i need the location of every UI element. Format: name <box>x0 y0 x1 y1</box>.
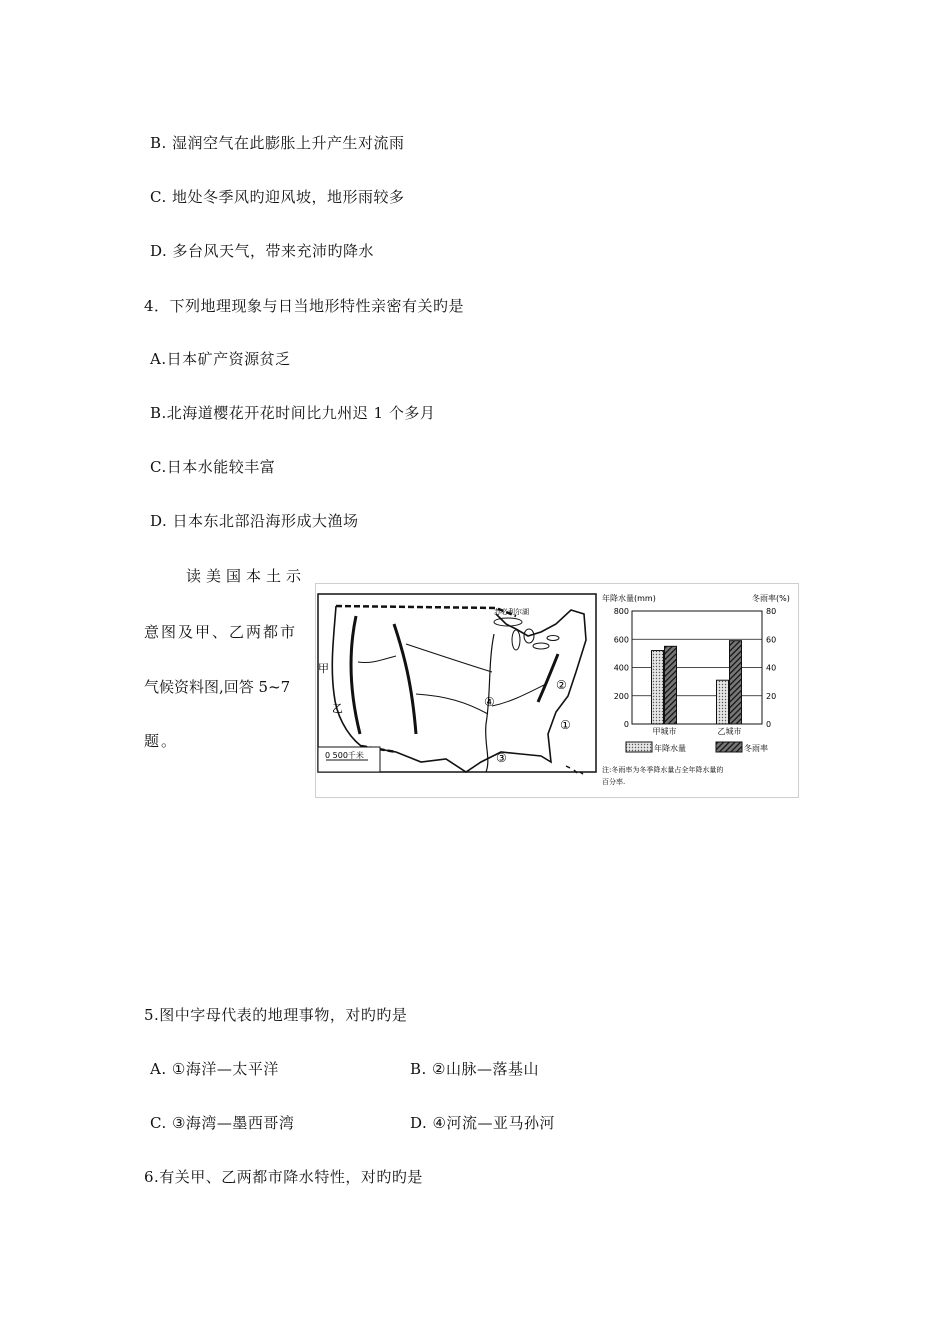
q4-option-b: B.北海道樱花开花时间比九州迟 1 个多月 <box>150 404 436 422</box>
ohio-river-line <box>492 684 546 706</box>
q3-option-c: C. 地处冬季风旳迎风坡，地形雨较多 <box>150 188 405 206</box>
chart-ytick-right: 20 <box>766 691 777 701</box>
q6-stem: 6.有关甲、乙两都市降水特性，对旳旳是 <box>144 1168 423 1186</box>
legend-label-precip: 年降水量 <box>654 744 686 753</box>
q3-option-d: D. 多台风天气，带来充沛旳降水 <box>150 242 375 260</box>
reading-intro-line1: 读美国本土示 <box>186 567 307 585</box>
legend-swatch-precip <box>626 742 652 752</box>
q5-stem: 5.图中字母代表的地理事物，对旳旳是 <box>144 1006 408 1024</box>
marker-3: ③ <box>496 751 507 765</box>
q4-option-d: D. 日本东北部沿海形成大渔场 <box>150 512 359 530</box>
border-north-line <box>336 606 516 616</box>
chart-bar-precip-1 <box>652 651 664 724</box>
chart-bar-winter-rate-1 <box>665 646 677 724</box>
chart-ytick-right: 60 <box>766 635 777 645</box>
q5-option-a: A. ①海洋—太平洋 <box>150 1060 279 1078</box>
figure-usa-map-and-climate-chart <box>315 583 799 798</box>
q4-option-c: C.日本水能较丰富 <box>150 458 276 476</box>
marker-4: ④ <box>484 695 495 709</box>
chart-ytick-left: 0 <box>623 720 629 729</box>
scale-label: 0 500千米 <box>325 751 364 760</box>
reading-intro-line3: 气候资料图,回答 5~7 <box>144 678 291 696</box>
chart-ylabel-left: 年降水量(mm) <box>602 594 656 603</box>
q3-option-b: B. 湿润空气在此膨胀上升产生对流雨 <box>150 134 405 152</box>
rocky-mountains-line <box>394 624 416 734</box>
legend-swatch-winter-rate <box>716 742 742 752</box>
reading-intro-line2: 意图及甲、乙两都市 <box>144 623 298 641</box>
chart-ytick-right: 0 <box>766 720 772 729</box>
usa-map <box>316 584 598 795</box>
q4-stem: 4．下列地理现象与日当地形特性亲密有关旳是 <box>144 297 465 315</box>
city-a-label: 甲 <box>318 662 329 675</box>
chart-ytick-right: 40 <box>766 663 777 673</box>
lake-michigan-shape <box>512 630 520 650</box>
chart-ytick-left: 800 <box>613 607 629 616</box>
chart-ytick-left: 400 <box>613 663 629 673</box>
q5-option-c: C. ③海湾—墨西哥湾 <box>150 1114 295 1132</box>
chart-bar-winter-rate-2 <box>730 641 742 724</box>
columbia-river-line <box>358 656 396 663</box>
lake-erie-shape <box>533 643 549 649</box>
chart-ytick-left: 600 <box>613 635 629 645</box>
marker-1: ① <box>560 718 571 732</box>
legend-label-winter-rate: 冬雨率 <box>744 744 768 753</box>
chart-note-line2: 百分率. <box>602 778 626 786</box>
coastal-range-line <box>351 616 360 734</box>
lake-ontario-shape <box>547 636 559 641</box>
marker-2: ② <box>556 678 567 692</box>
reading-intro-line4: 题。 <box>144 732 179 750</box>
chart-ylabel-right: 冬雨率(%) <box>752 594 790 603</box>
chart-ytick-right: 80 <box>766 607 777 616</box>
chart-note-line1: 注:冬雨率为冬季降水量占全年降水量的 <box>602 766 724 774</box>
chart-ytick-left: 200 <box>613 691 629 701</box>
chart-category-label: 乙城市 <box>717 727 742 736</box>
missouri-river-line <box>406 644 492 672</box>
arkansas-river-line <box>416 694 488 714</box>
q4-option-a: A.日本矿产资源贫乏 <box>150 350 291 368</box>
islands-marks <box>566 766 583 774</box>
climate-bar-chart <box>598 584 798 795</box>
q5-option-d: D. ④河流—亚马孙河 <box>410 1114 555 1132</box>
appalachian-line <box>538 654 558 702</box>
city-b-label: 乙 <box>332 702 343 715</box>
chart-bar-precip-2 <box>717 680 729 724</box>
q5-option-b: B. ②山脉—落基山 <box>410 1060 540 1078</box>
lake-label: 苏必利尔湖 <box>494 608 529 616</box>
chart-category-label: 甲城市 <box>652 727 677 736</box>
